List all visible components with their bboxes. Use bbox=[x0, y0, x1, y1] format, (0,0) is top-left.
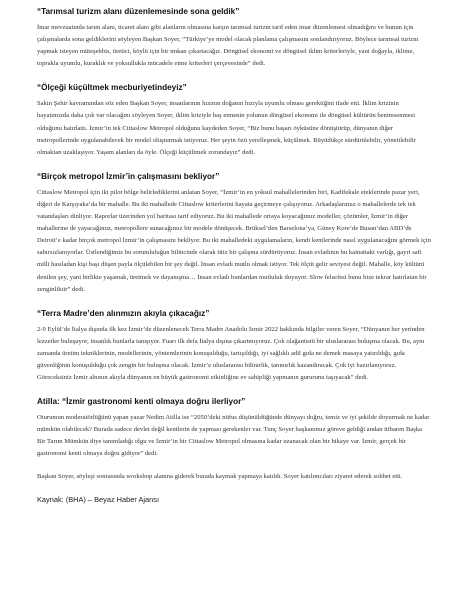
section-heading: “Tarımsal turizm alanı düzenlemesinde sona geldik” bbox=[37, 7, 240, 16]
article-section bbox=[37, 309, 431, 384]
closing-paragraph: Başkan Soyer, söyleşi sonrasında workshop alanına giderek burada kaymak yapmaya katıldı. Soyer katılımcıları ziyaret ederek sohbet etti. bbox=[37, 472, 403, 480]
section-paragraph: Oturumun moderatörlüğünü yapan yazar Nedim Atilla ise “2050’deki nüfus düşünüldüğünde dünyayı doğru, temiz ve iyi şekilde doyurmak ne kadar mümkün olabilecek? Burada sadece devlet değil kentlerin de yapması gerekenler var. Tunç Soyer başkanımız göreve geldiği andan itibaren Başka Bir Tarım Mümkün diye tanımladığı olgu ve İzmir’in bir Cittaslow Metropol olmasına kadar uzanacak olan bir hikaye var. İzmir, gerçek bir gastronomi kenti olmaya doğru gidiyor” dedi. bbox=[37, 414, 430, 458]
section-heading: “Terra Madre’den alınmızın akıyla çıkacağız” bbox=[37, 308, 210, 318]
source-credit: Kaynak: (BHA) – Beyaz Haber Ajansı bbox=[37, 494, 160, 504]
section-paragraph: İmar mevzuatında tarım alanı, ticaret alanı gibi alanların olmasına karşın tarımsal turizm tarif eden imar düzenlemesi olmadığını ve bunun için çalışmalarda sona geldiklerini söyleyen Başkan Soyer, “Türkiye’ye model olacak planlama çalışmasını sonlandırıyoruz. Böylece tarımsal turizm yapmak isteyen müteşebbis, üretici, köylü için bir imkan çıkartacağız. Döngüsel ekonomi ve döngüsel iklim kriterleriyle, yani doğayla, iklime, toprakla uyumlu, kuraklık ve yoksullukla mücadele etme kriterleri çerçevesinde” dedi. bbox=[37, 24, 419, 68]
section-paragraph: Cittaslow Metropol için iki pilot bölge belirlediklerini anlatan Soyer, “İzmir’in en yoksul mahallelerinden biri, Kadifekale eteklerinde pazar yeri, diğeri de Karşıyaka’da bir mahalle. Bu iki mahallede Cittaslow kriterlerini hayata geçirmeye çalışıyoruz. Arkadaşlarımız o mahallelerde tek tek vatandaşları dinliyor. Raporlar üzerinden yol haritası tarif ediyoruz. Bu iki mahallede ortaya koyacağımız modeller, çözümler, İzmir’in diğer mahallerine de yayacağımız, metropollere sunacağımız bir modele dönüşecek. Brüksel’den Barselona’ya, Güney Kore’de Busan’dan ABD’de Detroit’e kadar birçok metropol İzmir’in çalışmasını bekliyor. Bu iki mahalledeki uygulamaların, kendi kentlerinde nasıl uygulanacağını görmek için sabırsızlanıyorlar. Üstlendiğimiz bu sorumluluğun bilincinde olarak titiz bir çalışma sürdürüyoruz. İnsan evladının bu kainattaki varlığı, gayri safi milli hasıladan kişi başı düşen payla ölçülebilen bir şey değil. İnsan evladı mutlu olmak istiyor. Tek ölçüt gelir seviyesi değil. Mahalle, köy kültürü denilen şey, yani birlikte yaşamak, üretmek ve dayanışma… İnsan evladı bunlardan mutluluk duyuyor. Slow felsefesi bunu bize tekrar hatırlatan bir zenginliktir” dedi. bbox=[37, 188, 431, 293]
section-paragraph: Sakin Şehir kavramından söz eden Başkan Soyer, insanlarının hızının doğanın hızıyla uyumlu olması gerektiğini ifade etti. İklim krizinin hayatımızda daha çok var olacağını söyleyen Soyer, iklim kriziyle baş etmenin yolunun döngüsel ekonomi ile döngüsel kültürün benimsenmesi olduğunu hatırlattı. İzmir’in tek Cittaslow Metropol olduğunu kaydeden Soyer, “Biz bunu başarı öyküsüne dönüştürüp, dünyanın diğer metropollerinde uygulanabilecek bir model oluşturmak istiyoruz. Her şeyin özü yerelleşmek, küçülmek. Büyüdükçe sürdürülebilir, yönetilebilir olmaktan uzaklaşıyor. Yaşam alanları da öyle. Ölçeği küçültmek zorundayız” dedi. bbox=[37, 100, 416, 156]
article-section bbox=[37, 397, 431, 460]
section-heading: Atilla: “İzmir gastronomi kenti olmaya doğru ilerliyor” bbox=[37, 397, 246, 407]
article-section bbox=[37, 83, 431, 158]
section-heading: “Birçok metropol İzmir’in çalışmasını bekliyor” bbox=[37, 171, 220, 181]
section-paragraph: 2-9 Eylül’de İtalya dışında ilk kez İzmir’de düzenlenecek Terra Madre Anadolu İzmir 2022 hakkında bilgiler veren Soyer, “Dünyanın her yerinden lezzetler buluşuyor, insanlık bunlarla tanışıyor. Fuarı ilk defa İtalya dışına çıkartmıyoruz. Çok olağanüstü bir uluslararası buluşma olacak. Bu, aynı zamanda üretim tekniklerinin, modellerinin, yöntemlerinin konuşulduğu, tartışıldığı, iyi sağlıklı adil gıda ne demek masaya yatırıldığı, gıda güvenliğinin konuşulduğu çok zengin bir buluşma olacak. İzmir’e uluslararası bilinirlik, tanınırlık kazandıracak. Çok iyi hazırlanıyoruz. Göreceksiniz İzmir alnının akıyla dünyanın en büyük gastronomi etkinliğine ev sahipliği yapmanın gururunu taşıyacak” dedi. bbox=[37, 325, 425, 382]
section-heading: “Ölçeği küçültmek mecburiyetindeyiz” bbox=[37, 83, 187, 93]
article-body bbox=[37, 0, 431, 505]
article-section bbox=[37, 7, 431, 70]
article-section bbox=[37, 172, 431, 296]
